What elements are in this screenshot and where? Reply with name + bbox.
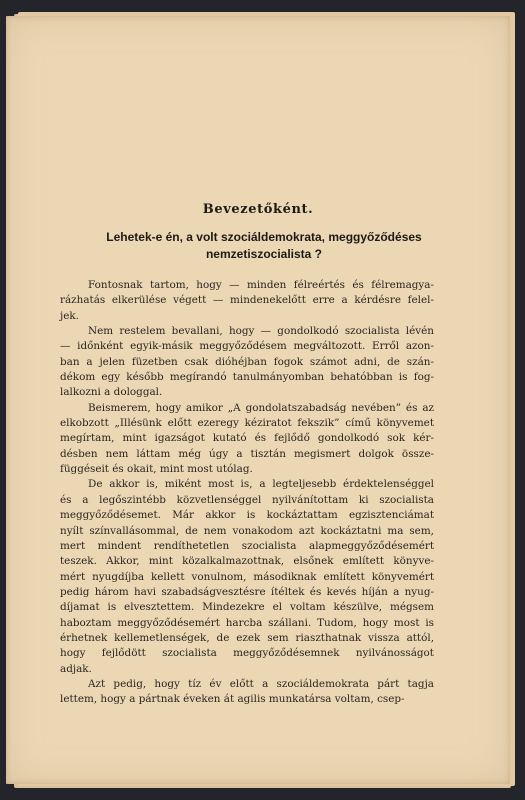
text-line: megírtam, mint igazságot kutató és fejlődő gondolkodó sok kér- — [60, 432, 434, 445]
text-line: dékom egy később megírandó tanulmányomban behatóbban is fog- — [60, 371, 434, 384]
paragraph — [60, 477, 434, 676]
text-line: ban a jelen füzetben csak dióhéjban fogok számot adni, de szán- — [60, 355, 434, 368]
paragraph — [60, 401, 434, 478]
text-line: mert mindent rendíthetetlen szocialista alapmeggyőződésemért — [60, 539, 434, 552]
text-line: és a legőszintébb közvetlenséggel nyilvánítottam ki szocialista — [60, 493, 434, 506]
text-line: díjamat is elvesztettem. Mindezekre el voltam készülve, mégsem — [60, 601, 434, 614]
text-line: hogy fejlődött szocialista meggyőződésemnek nyilvánosságot — [60, 647, 434, 660]
text-line: pedig három havi szabadságvesztésre ítéltek és kevés híján a nyug- — [60, 585, 434, 598]
paragraph — [60, 677, 434, 708]
paragraph — [60, 278, 434, 324]
subheading-line: Lehetek-e én, a volt szociáldemokrata, meggyőződéses — [106, 230, 422, 244]
page-heading: Bevezetőként. — [202, 202, 314, 217]
text-line: Nem restelem bevallani, hogy — gondolkodó szocialista lévén — [88, 325, 434, 338]
text-line: meggyőződésemet. Már akkor is kockáztattam egzisztenciámat — [60, 509, 434, 522]
text-line: — időnként egyik-másik meggyőződésem megváltozott. Erről azon- — [60, 340, 434, 353]
text-line: érhetnek kellemetlenségek, de ezek sem riaszthatnak vissza attól, — [60, 631, 434, 644]
subheading-line: nemzetiszocialista ? — [205, 247, 323, 261]
page-subheading — [66, 229, 462, 263]
paragraph — [60, 324, 434, 401]
text-line: rázhatás elkerülése végett — mindenekelőtt erre a kérdésre felel- — [60, 294, 434, 307]
text-line: teszek. Akkor, mint közalkalmazottnak, elsőnek említett könyve- — [60, 555, 434, 568]
body-text — [60, 278, 434, 708]
document-page — [6, 16, 510, 784]
text-line: elkobzott „Illésünk előtt ezeregy kéziratot fekszik” című könyvemet — [60, 417, 434, 430]
text-line: Azt pedig, hogy tíz év előtt a szociáldemokrata párt tagja — [88, 677, 434, 690]
text-line: mért nyugdíjba kellett vonulnom, másodiknak említett könyvemért — [60, 570, 434, 583]
text-line: jek. — [60, 309, 79, 322]
text-line: adjak. — [60, 662, 92, 675]
text-line: De akkor is, miként most is, a legteljesebb érdektelenséggel — [88, 478, 434, 491]
text-line: désben nem láttam még úgy a tisztán megismert dolgok össze- — [60, 447, 434, 460]
text-line: Fontosnak tartom, hogy — minden félreértés és félremagya- — [88, 279, 434, 291]
text-line: Beismerem, hogy amikor „A gondolatszabadság nevében” és az — [88, 401, 434, 414]
text-line: lettem, hogy a pártnak éveken át agilis munkatársa voltam, csep- — [60, 693, 405, 706]
text-line: nyílt színvallásommal, de nem vonakodom azt kockáztatni ma sem, — [60, 524, 434, 537]
text-line: lalkozni a dologgal. — [60, 386, 163, 399]
text-line: függéseit és okait, mint most utólag. — [60, 463, 253, 476]
text-line: haboztam meggyőződésemért harcba szállani. Tudom, hogy most is — [60, 616, 434, 629]
